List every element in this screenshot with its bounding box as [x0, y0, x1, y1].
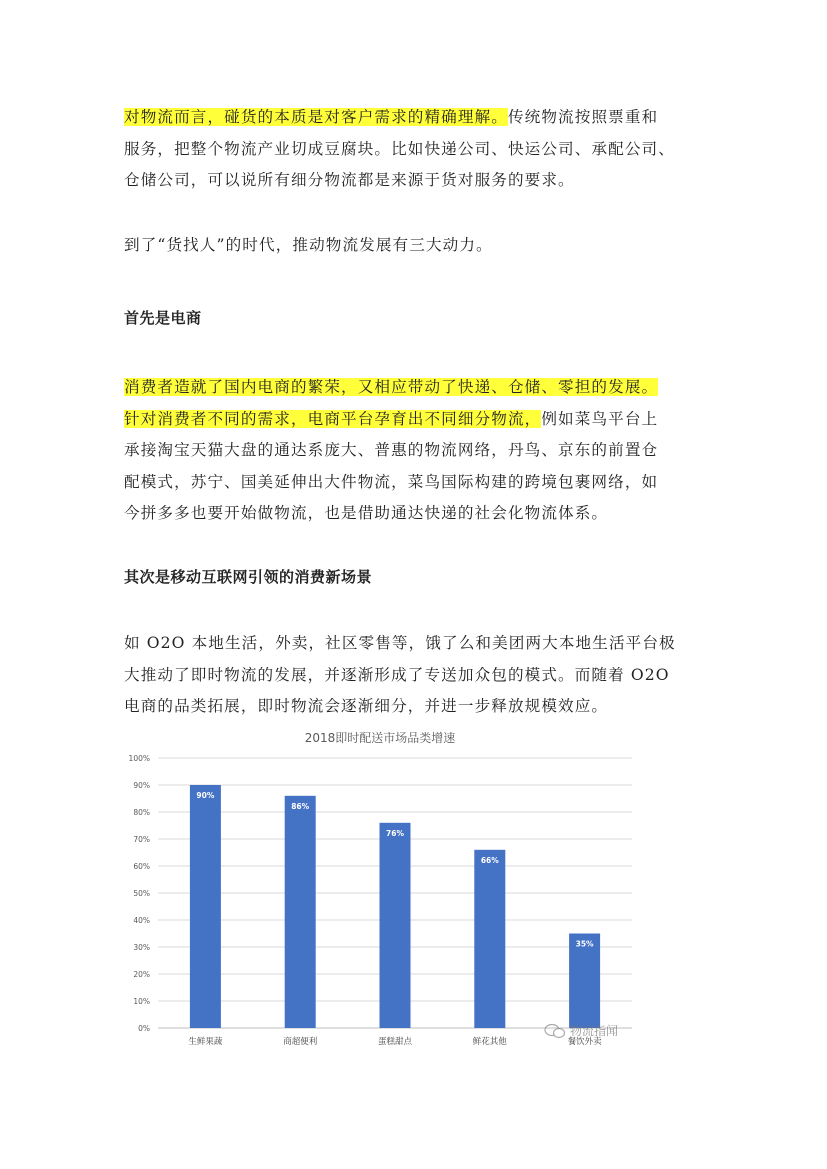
section-heading-1 — [124, 306, 704, 330]
y-tick-label: 0% — [138, 1024, 150, 1033]
y-tick-label: 40% — [133, 916, 150, 925]
bar-value-label: 90% — [196, 791, 215, 800]
text-span: 例如菜鸟平台上 — [541, 409, 659, 428]
bar-value-label: 35% — [575, 939, 594, 949]
bar-value-label: 66% — [480, 855, 499, 865]
text-line: 仓储公司，可以说所有细分物流都是来源于货对服务的要求。 — [124, 171, 575, 189]
y-tick-label: 50% — [133, 889, 150, 898]
watermark — [545, 1023, 618, 1038]
section-heading-2 — [124, 565, 704, 589]
bar-value-label: 76% — [386, 828, 404, 838]
bar — [285, 796, 316, 1028]
paragraph-3 — [124, 372, 704, 530]
chart-svg — [120, 722, 640, 1052]
text-line: 承接淘宝天猫大盘的通达系庞大、普惠的物流网络，丹鸟、京东的前置仓 — [124, 441, 659, 459]
heading-text: 其次是移动互联网引领的消费新场景 — [124, 568, 373, 586]
chart-x-labels — [188, 1036, 602, 1047]
text-line: 到了“货找人”的时代，推动物流发展有三大动力。 — [124, 236, 493, 254]
highlighted-sentence: 针对消费者不同的需求，电商平台孕育出不同细分物流， — [124, 409, 542, 428]
y-tick-label: 20% — [133, 970, 150, 979]
text-line: 电商的品类拓展，即时物流会逐渐细分，并进一步释放规模效应。 — [124, 697, 609, 715]
x-tick-label: 蛋糕甜点 — [377, 1037, 413, 1047]
paragraph-2 — [124, 230, 704, 262]
y-tick-label: 30% — [133, 943, 150, 952]
bar-value-label: 86% — [291, 801, 310, 811]
text-line: 如 O2O 本地生活，外卖，社区零售等，饿了么和美团两大本地生活平台极 — [124, 634, 676, 652]
x-tick-label: 鲜花其他 — [472, 1037, 507, 1047]
y-tick-label: 90% — [133, 781, 150, 790]
text-line: 大推动了即时物流的发展，并逐渐形成了专送加众包的模式。而随着 O2O — [124, 665, 670, 684]
chart-bars — [190, 785, 600, 1028]
highlighted-sentence: 消费者造就了国内电商的繁荣，又相应带动了快递、仓储、零担的发展。 — [124, 378, 659, 396]
heading-text: 首先是电商 — [124, 309, 202, 327]
bar — [380, 823, 411, 1028]
y-tick-label: 80% — [133, 808, 150, 817]
y-tick-label: 70% — [133, 835, 150, 844]
bar-chart — [120, 722, 640, 1052]
watermark-text: 物流指闻 — [570, 1024, 619, 1038]
paragraph-1 — [124, 102, 704, 197]
x-tick-label: 餐饮外卖 — [567, 1037, 602, 1047]
paragraph-4 — [124, 628, 704, 723]
highlighted-sentence: 对物流而言，碰货的本质是对客户需求的精确理解。 — [124, 108, 508, 126]
y-tick-label: 60% — [133, 862, 150, 871]
text-span: 传统物流按照票重和 — [507, 108, 659, 126]
x-tick-label: 商超便利 — [283, 1037, 318, 1047]
text-line: 配模式，苏宁、国美延伸出大件物流，菜鸟国际构建的跨境包裹网络，如 — [124, 472, 659, 491]
chart-title: 2018即时配送市场品类增速 — [304, 731, 456, 745]
bar — [474, 850, 505, 1028]
y-tick-label: 10% — [133, 997, 150, 1006]
wechat-icon — [545, 1025, 565, 1038]
x-tick-label: 生鲜果蔬 — [188, 1037, 223, 1047]
text-line: 服务，把整个物流产业切成豆腐块。比如快递公司、快运公司、承配公司、 — [124, 139, 675, 158]
text-line: 今拼多多也要开始做物流，也是借助通达快递的社会化物流体系。 — [124, 504, 609, 522]
y-tick-label: 100% — [128, 754, 150, 763]
bar — [190, 785, 221, 1028]
